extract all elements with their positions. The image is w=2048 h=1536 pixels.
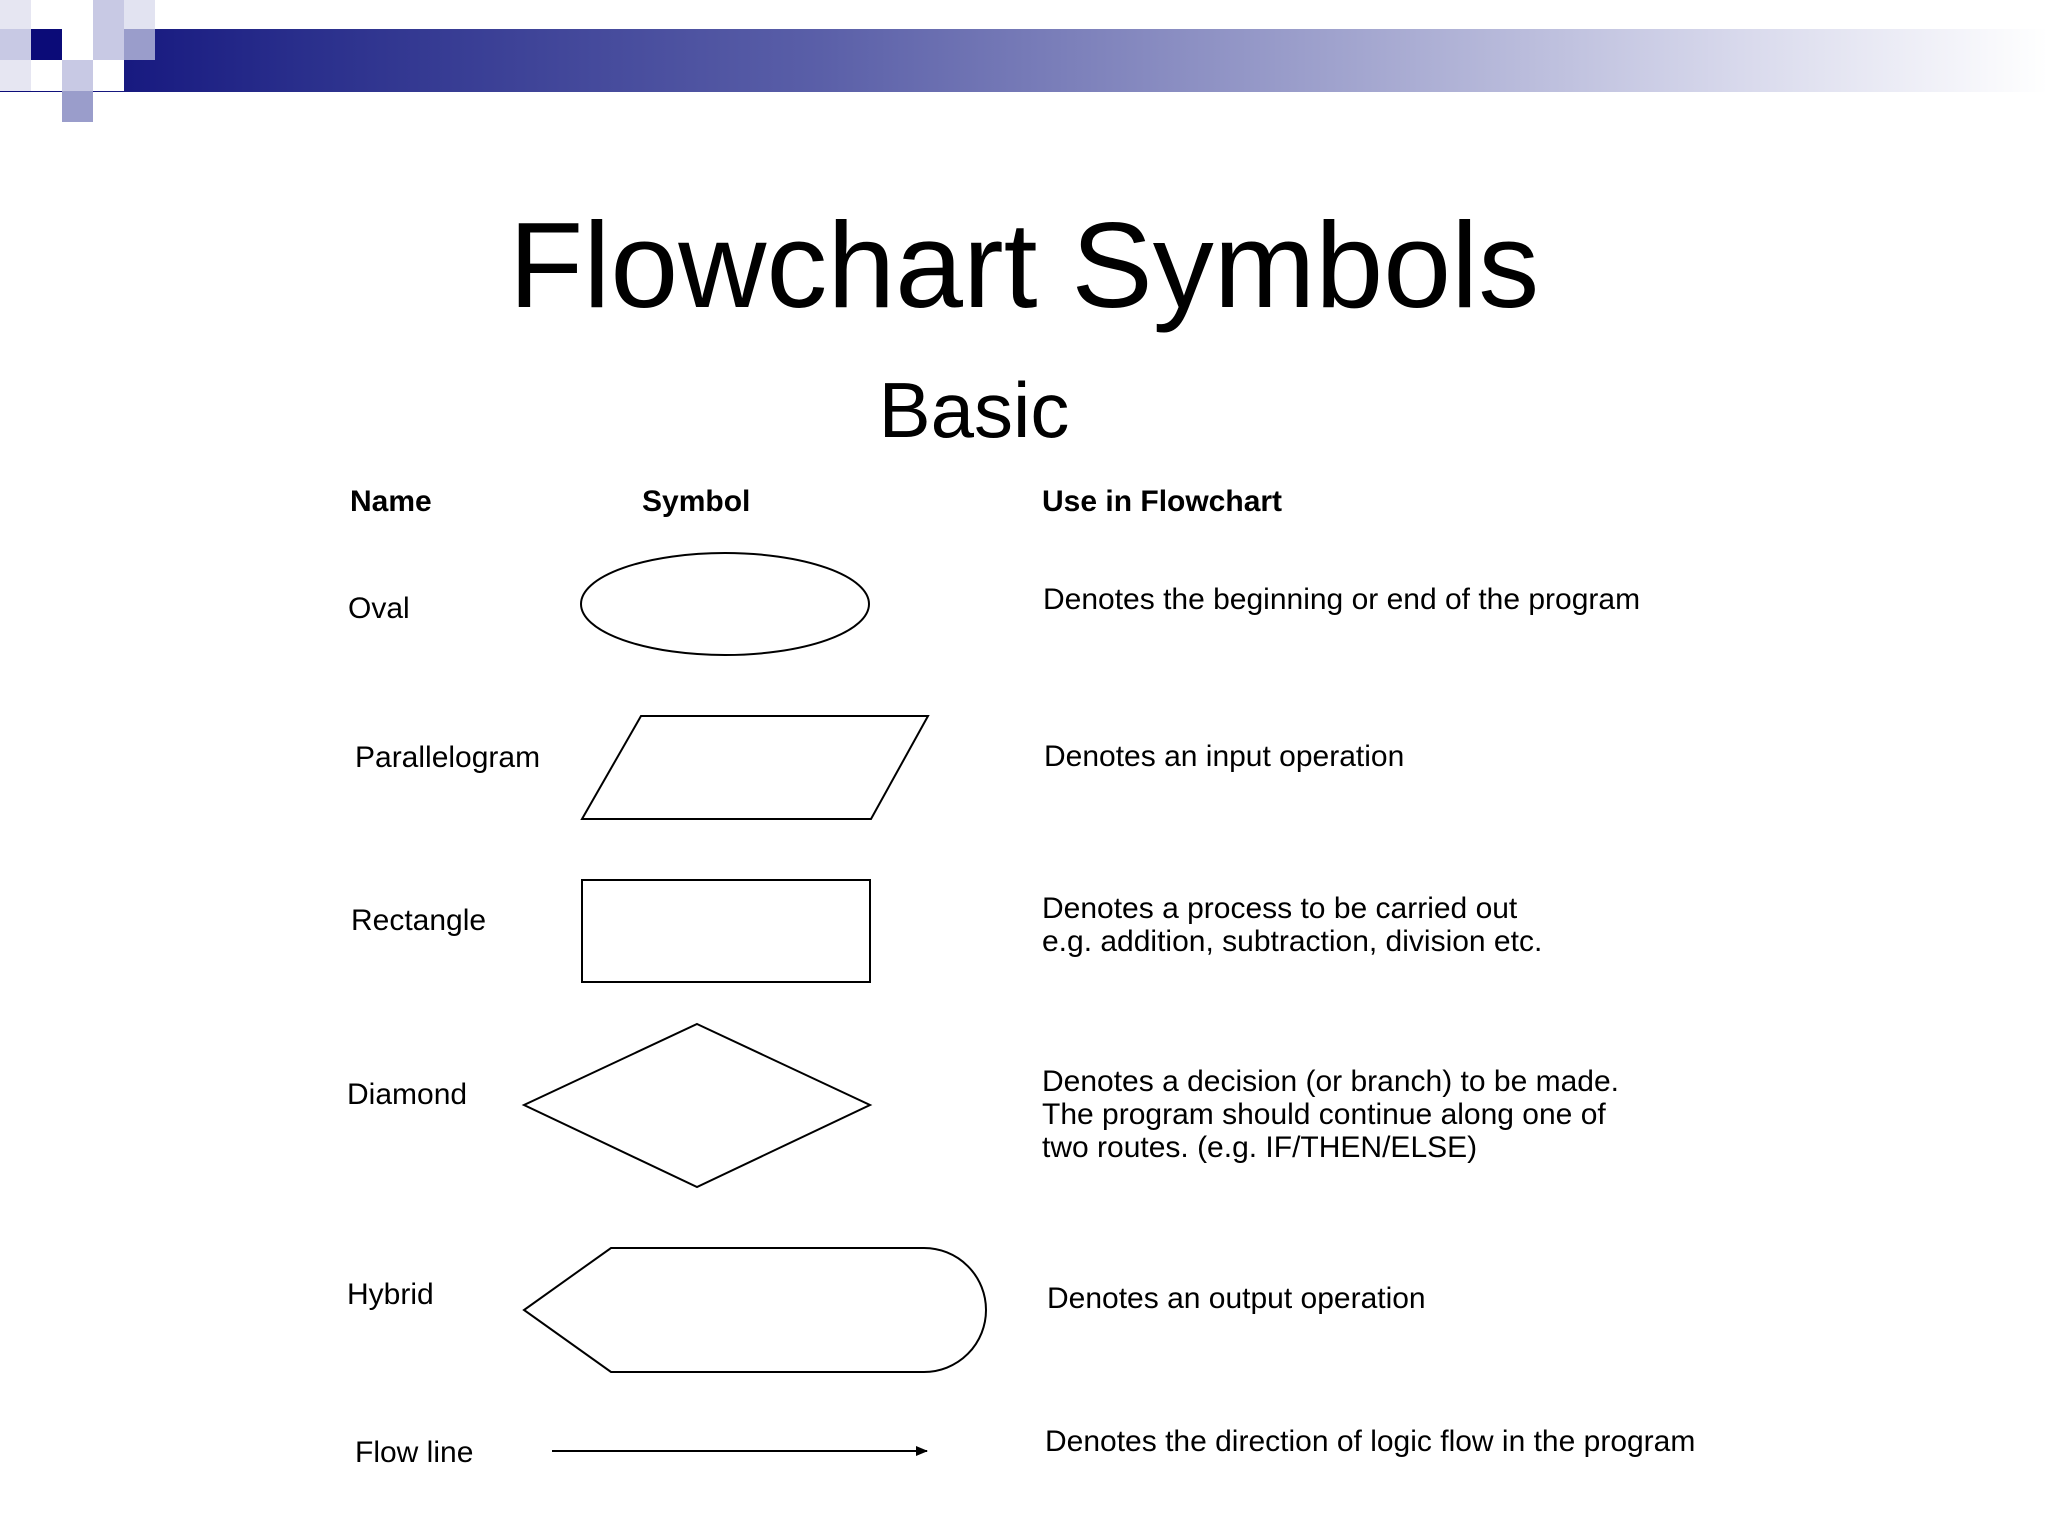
row-use-rectangle: Denotes a process to be carried out e.g. addition, subtraction, division etc. xyxy=(1042,892,1543,958)
column-header-name: Name xyxy=(350,485,432,518)
rectangle-shape xyxy=(582,880,870,982)
row-name-hybrid: Hybrid xyxy=(347,1278,434,1311)
hybrid-shape xyxy=(524,1248,986,1372)
oval-shape xyxy=(581,553,869,655)
row-use-hybrid: Denotes an output operation xyxy=(1047,1282,1426,1315)
row-name-flow-line: Flow line xyxy=(355,1436,474,1469)
row-name-diamond: Diamond xyxy=(347,1078,468,1111)
row-use-parallelogram: Denotes an input operation xyxy=(1044,740,1405,773)
slide-subtitle: Basic xyxy=(878,366,1070,454)
diamond-shape xyxy=(524,1024,870,1187)
column-header-use: Use in Flowchart xyxy=(1042,485,1283,518)
row-use-flow-line: Denotes the direction of logic flow in the program xyxy=(1045,1425,1696,1458)
row-name-rectangle: Rectangle xyxy=(351,904,487,937)
row-name-oval: Oval xyxy=(348,592,410,625)
row-use-oval: Denotes the beginning or end of the program xyxy=(1043,583,1641,616)
parallelogram-shape xyxy=(582,716,928,819)
row-name-parallelogram: Parallelogram xyxy=(355,741,541,774)
column-header-symbol: Symbol xyxy=(642,485,751,518)
slide-title: Flowchart Symbols xyxy=(508,197,1540,333)
row-use-diamond: Denotes a decision (or branch) to be made. The program should continue along one of two routes. (e.g. IF/THEN/ELSE) xyxy=(1042,1065,1619,1164)
